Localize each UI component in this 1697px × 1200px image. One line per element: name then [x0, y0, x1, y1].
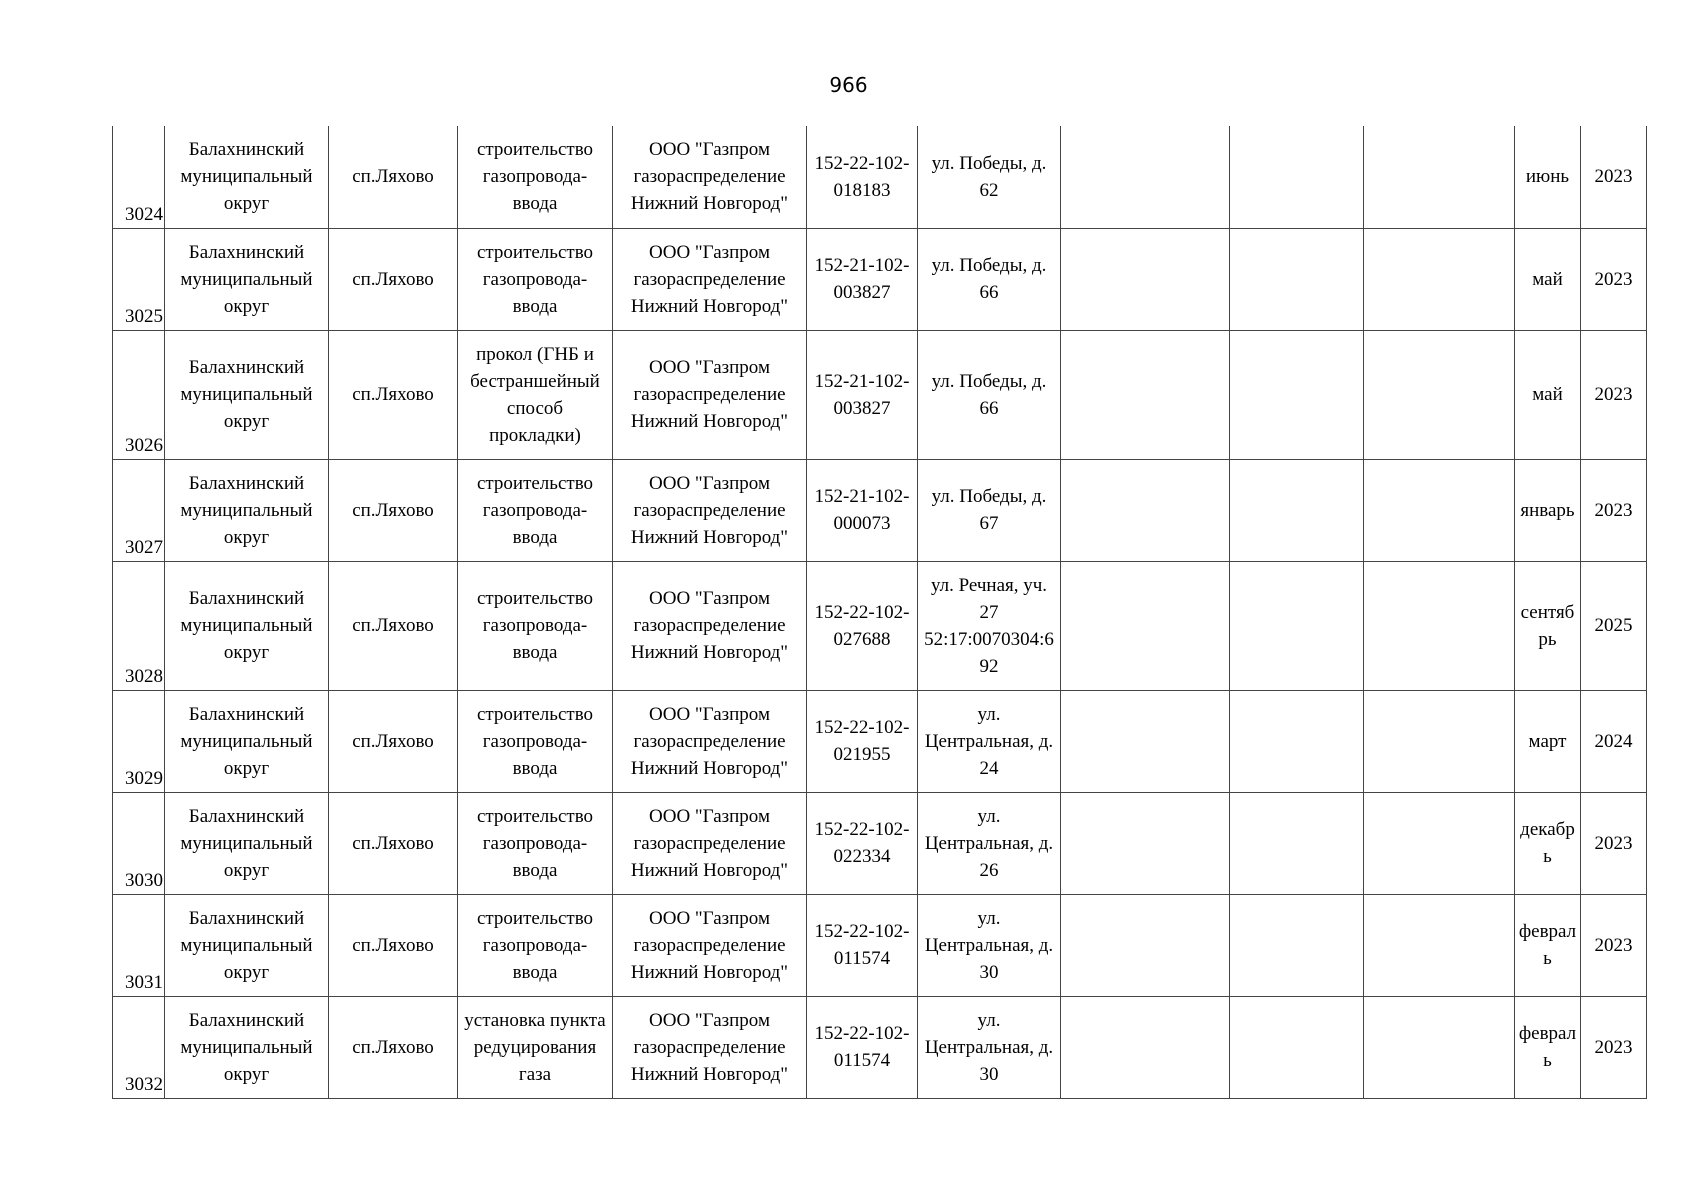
- organization-cell: ООО "Газпром газораспределение Нижний Новгород": [613, 228, 807, 330]
- table-row: [113, 126, 1647, 228]
- empty-cell: [1364, 894, 1515, 996]
- address-cell: ул. Центральная, д. 24: [918, 690, 1061, 792]
- district-cell: Балахнинский муниципальный округ: [165, 561, 329, 690]
- table-row: [113, 690, 1647, 792]
- row-number-cell: 3032: [113, 996, 165, 1098]
- organization-cell: ООО "Газпром газораспределение Нижний Новгород": [613, 459, 807, 561]
- empty-cell: [1061, 228, 1230, 330]
- organization-cell: ООО "Газпром газораспределение Нижний Новгород": [613, 792, 807, 894]
- settlement-cell: сп.Ляхово: [329, 228, 458, 330]
- application-code-cell: 152-22-102- 011574: [807, 996, 918, 1098]
- year-cell: 2024: [1581, 690, 1647, 792]
- organization-cell: ООО "Газпром газораспределение Нижний Новгород": [613, 894, 807, 996]
- empty-cell: [1230, 561, 1364, 690]
- work-type-cell: строительство газопровода- ввода: [458, 894, 613, 996]
- year-cell: 2023: [1581, 996, 1647, 1098]
- empty-cell: [1364, 330, 1515, 459]
- row-number-cell: 3025: [113, 228, 165, 330]
- empty-cell: [1061, 792, 1230, 894]
- month-cell: феврал ь: [1515, 996, 1581, 1098]
- organization-cell: ООО "Газпром газораспределение Нижний Новгород": [613, 126, 807, 228]
- application-code-cell: 152-22-102- 011574: [807, 894, 918, 996]
- row-number-cell: 3029: [113, 690, 165, 792]
- empty-cell: [1364, 561, 1515, 690]
- month-cell: декабр ь: [1515, 792, 1581, 894]
- year-cell: 2023: [1581, 792, 1647, 894]
- address-cell: ул. Победы, д. 67: [918, 459, 1061, 561]
- table-row: [113, 996, 1647, 1098]
- district-cell: Балахнинский муниципальный округ: [165, 690, 329, 792]
- empty-cell: [1364, 690, 1515, 792]
- empty-cell: [1061, 126, 1230, 228]
- year-cell: 2023: [1581, 228, 1647, 330]
- address-cell: ул. Победы, д. 66: [918, 330, 1061, 459]
- district-cell: Балахнинский муниципальный округ: [165, 996, 329, 1098]
- registry-table: [112, 126, 1647, 1099]
- month-cell: май: [1515, 228, 1581, 330]
- table-row: [113, 228, 1647, 330]
- row-number-cell: 3028: [113, 561, 165, 690]
- month-cell: март: [1515, 690, 1581, 792]
- year-cell: 2023: [1581, 330, 1647, 459]
- empty-cell: [1230, 894, 1364, 996]
- empty-cell: [1061, 330, 1230, 459]
- empty-cell: [1230, 690, 1364, 792]
- settlement-cell: сп.Ляхово: [329, 126, 458, 228]
- organization-cell: ООО "Газпром газораспределение Нижний Новгород": [613, 690, 807, 792]
- work-type-cell: строительство газопровода- ввода: [458, 561, 613, 690]
- month-cell: июнь: [1515, 126, 1581, 228]
- empty-cell: [1364, 792, 1515, 894]
- month-cell: сентяб рь: [1515, 561, 1581, 690]
- district-cell: Балахнинский муниципальный округ: [165, 792, 329, 894]
- settlement-cell: сп.Ляхово: [329, 792, 458, 894]
- empty-cell: [1061, 996, 1230, 1098]
- empty-cell: [1061, 459, 1230, 561]
- organization-cell: ООО "Газпром газораспределение Нижний Новгород": [613, 996, 807, 1098]
- settlement-cell: сп.Ляхово: [329, 690, 458, 792]
- address-cell: ул. Центральная, д. 30: [918, 894, 1061, 996]
- row-number-cell: 3031: [113, 894, 165, 996]
- table-row: [113, 330, 1647, 459]
- work-type-cell: строительство газопровода- ввода: [458, 792, 613, 894]
- empty-cell: [1230, 228, 1364, 330]
- row-number-cell: 3024: [113, 126, 165, 228]
- year-cell: 2023: [1581, 126, 1647, 228]
- address-cell: ул. Победы, д. 66: [918, 228, 1061, 330]
- empty-cell: [1061, 690, 1230, 792]
- application-code-cell: 152-22-102- 021955: [807, 690, 918, 792]
- district-cell: Балахнинский муниципальный округ: [165, 126, 329, 228]
- work-type-cell: установка пункта редуцирования газа: [458, 996, 613, 1098]
- address-cell: ул. Речная, уч. 27 52:17:0070304:6 92: [918, 561, 1061, 690]
- work-type-cell: строительство газопровода- ввода: [458, 126, 613, 228]
- month-cell: феврал ь: [1515, 894, 1581, 996]
- empty-cell: [1230, 459, 1364, 561]
- address-cell: ул. Центральная, д. 26: [918, 792, 1061, 894]
- table-row: [113, 894, 1647, 996]
- application-code-cell: 152-21-102- 000073: [807, 459, 918, 561]
- district-cell: Балахнинский муниципальный округ: [165, 330, 329, 459]
- application-code-cell: 152-22-102- 022334: [807, 792, 918, 894]
- settlement-cell: сп.Ляхово: [329, 330, 458, 459]
- year-cell: 2023: [1581, 459, 1647, 561]
- address-cell: ул. Победы, д. 62: [918, 126, 1061, 228]
- table-row: [113, 459, 1647, 561]
- district-cell: Балахнинский муниципальный округ: [165, 459, 329, 561]
- district-cell: Балахнинский муниципальный округ: [165, 228, 329, 330]
- empty-cell: [1061, 561, 1230, 690]
- empty-cell: [1230, 792, 1364, 894]
- application-code-cell: 152-22-102- 018183: [807, 126, 918, 228]
- empty-cell: [1061, 894, 1230, 996]
- empty-cell: [1230, 996, 1364, 1098]
- empty-cell: [1230, 126, 1364, 228]
- settlement-cell: сп.Ляхово: [329, 561, 458, 690]
- row-number-cell: 3026: [113, 330, 165, 459]
- application-code-cell: 152-21-102- 003827: [807, 330, 918, 459]
- year-cell: 2025: [1581, 561, 1647, 690]
- empty-cell: [1230, 330, 1364, 459]
- empty-cell: [1364, 459, 1515, 561]
- registry-table-body: [113, 126, 1647, 1098]
- application-code-cell: 152-21-102- 003827: [807, 228, 918, 330]
- year-cell: 2023: [1581, 894, 1647, 996]
- address-cell: ул. Центральная, д. 30: [918, 996, 1061, 1098]
- work-type-cell: строительство газопровода- ввода: [458, 690, 613, 792]
- table-row: [113, 561, 1647, 690]
- district-cell: Балахнинский муниципальный округ: [165, 894, 329, 996]
- application-code-cell: 152-22-102- 027688: [807, 561, 918, 690]
- settlement-cell: сп.Ляхово: [329, 459, 458, 561]
- month-cell: май: [1515, 330, 1581, 459]
- empty-cell: [1364, 228, 1515, 330]
- row-number-cell: 3030: [113, 792, 165, 894]
- page-number: 966: [829, 73, 868, 97]
- work-type-cell: строительство газопровода- ввода: [458, 228, 613, 330]
- settlement-cell: сп.Ляхово: [329, 996, 458, 1098]
- work-type-cell: прокол (ГНБ и бестраншейный способ прокладки): [458, 330, 613, 459]
- organization-cell: ООО "Газпром газораспределение Нижний Новгород": [613, 561, 807, 690]
- settlement-cell: сп.Ляхово: [329, 894, 458, 996]
- empty-cell: [1364, 126, 1515, 228]
- month-cell: январь: [1515, 459, 1581, 561]
- work-type-cell: строительство газопровода- ввода: [458, 459, 613, 561]
- table-row: [113, 792, 1647, 894]
- row-number-cell: 3027: [113, 459, 165, 561]
- organization-cell: ООО "Газпром газораспределение Нижний Новгород": [613, 330, 807, 459]
- empty-cell: [1364, 996, 1515, 1098]
